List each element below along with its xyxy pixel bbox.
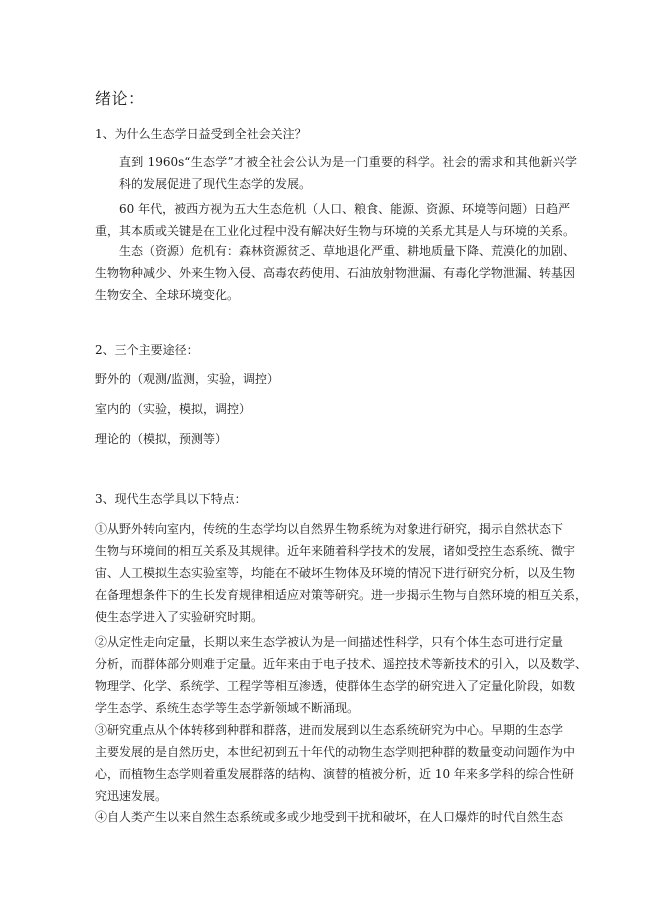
feature-3-paragraph [95, 719, 576, 807]
text-line: 直到 1960s“生态学”才被全社会公认为是一门重要的科学。社会的需求和其他新兴学 [119, 155, 577, 169]
question-1-heading: 1、为什么生态学日益受到全社会关注？ [95, 127, 307, 141]
text-line: 生物安全、全球环境变化。 [95, 288, 240, 302]
text-line: 生态（资源）危机有：森林资源贫乏、草地退化严重、耕地质量下降、荒漠化的加剧、 [119, 244, 576, 258]
text-line: 60 年代，被西方视为五大生态危机（人口、粮食、能源、资源、环境等问题）日趋严 [119, 202, 571, 216]
approach-item-indoor: 室内的（实验，模拟，调控） [95, 402, 252, 416]
text-line: 宙、人工模拟生态实验室等，均能在不破坏生物体及环境的情况下进行研究分析，以及生物 [95, 566, 576, 580]
text-line: ④自人类产生以来自然生态系统或多或少地受到干扰和破坏，在人口爆炸的时代自然生态 [95, 810, 564, 824]
q1-paragraph-2 [95, 198, 576, 242]
text-line: ②从定性走向定量，长期以来生态学被认为是一间描述性科学，只有个体生态可进行定量 [95, 635, 564, 649]
text-line: ③研究重点从个体转移到种群和群落，进而发展到以生态系统研究为中心。早期的生态学 [95, 723, 564, 737]
approach-item-theory: 理论的（模拟，预测等） [95, 432, 228, 446]
text-line: 使生态学进入了实验研究时期。 [95, 610, 264, 624]
feature-2-paragraph [95, 631, 588, 719]
text-line: 物理学、化学、系统学、工程学等相互渗透，使群体生态学的研究进入了定量化阶段，如数 [95, 679, 576, 693]
q1-paragraph-1 [95, 151, 577, 195]
q1-paragraph-3 [95, 240, 576, 306]
text-line: 在备理想条件下的生长发育规律相适应对策等研究。进一步揭示生物与自然环境的相互关系， [95, 588, 588, 602]
text-line: 生物物种减少、外来生物入侵、高毒农药使用、石油放射物泄漏、有毒化学物泄漏、转基因 [95, 266, 576, 280]
question-2-heading: 2、三个主要途径： [95, 343, 199, 357]
feature-4-paragraph [95, 806, 564, 828]
text-line: 究迅速发展。 [95, 789, 168, 803]
approach-item-field: 野外的（观测/监测，实验，调控） [95, 372, 280, 386]
text-line: ①从野外转向室内，传统的生态学均以自然界生物系统为对象进行研究，揭示自然状态下 [95, 522, 564, 536]
text-line: 重，其本质或关键是在工业化过程中没有解决好生物与环境的关系尤其是人与环境的关系。 [95, 224, 576, 238]
text-line: 心，而植物生态学则着重发展群落的结构、演替的植被分析，近 10 年来多学科的综合性研 [95, 767, 574, 781]
question-3-heading: 3、现代生态学具以下特点： [95, 492, 247, 506]
feature-1-paragraph [95, 518, 588, 628]
document-title: 绪论： [95, 89, 145, 108]
text-line: 主要发展的是自然历史，本世纪初到五十年代的动物生态学则把种群的数量变动问题作为中 [95, 745, 576, 759]
text-line: 科的发展促进了现代生态学的发展。 [119, 177, 312, 191]
text-line: 分析，而群体部分则难于定量。近年来由于电子技术、遥控技术等新技术的引入，以及数学、 [95, 657, 588, 671]
text-line: 生物与环境间的相互关系及其规律。近年来随着科学技术的发展，诸如受控生态系统、微宇 [95, 544, 576, 558]
text-line: 学生态学、系统生态学等生态学新领域不断涌现。 [95, 701, 360, 715]
